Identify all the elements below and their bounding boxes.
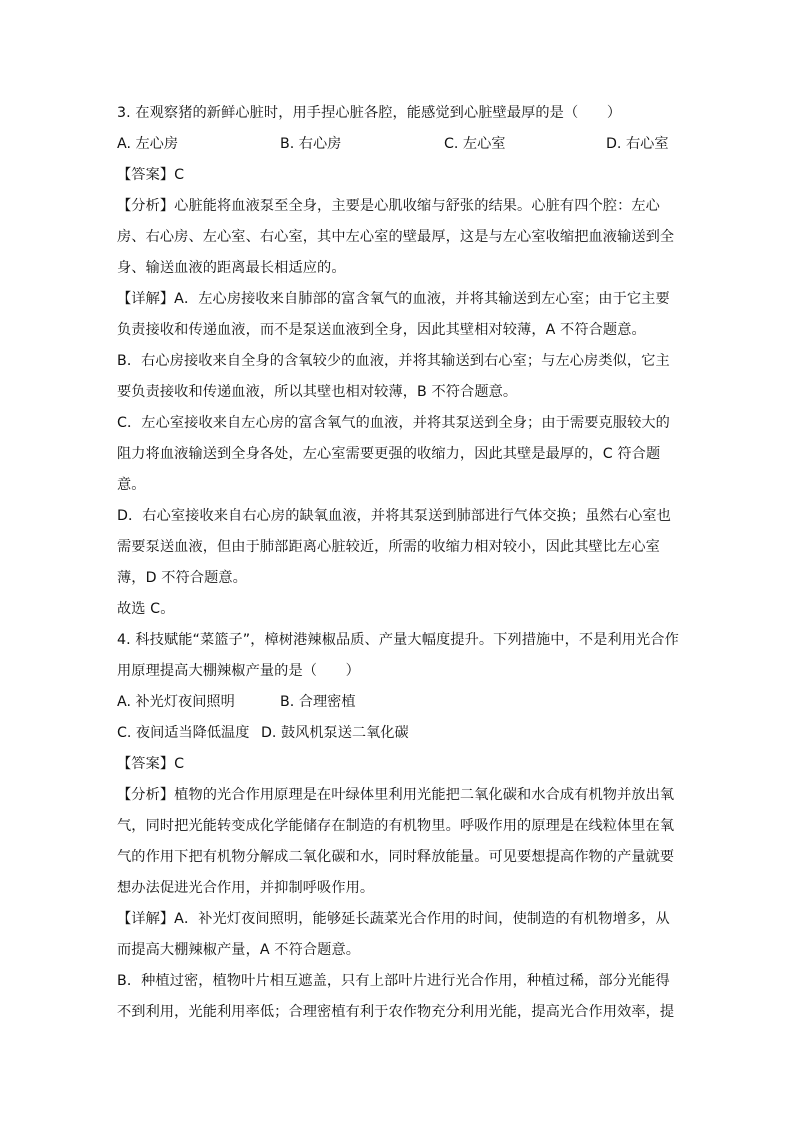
q4-analysis-line: 想办法促进光合作用，并抑制呼吸作用。 xyxy=(117,880,375,896)
q4-option-d: D. 鼓风机泵送二氧化碳 xyxy=(261,725,409,741)
q3-option-b: B. 右心房 xyxy=(280,136,342,152)
q4-option-b: B. 合理密植 xyxy=(280,694,356,710)
q3-option-c: C. 左心室 xyxy=(444,136,506,152)
q3-analysis-line: 身、输送血液的距离最长相适应的。 xyxy=(117,260,346,276)
q3-detail-line: 负责接收和传递血液，而不是泵送血液到全身，因此其壁相对较薄，A 不符合题意。 xyxy=(117,322,646,338)
document-page xyxy=(117,98,677,1028)
q3-conclusion: 故选 C。 xyxy=(117,601,175,617)
question-4-options-row-2 xyxy=(117,718,677,749)
q3-detail-line: 阻力将血液输送到全身各处，左心室需要更强的收缩力，因此其壁是最厚的，C 符合题 xyxy=(117,446,661,462)
question-4-options-row-1 xyxy=(117,687,677,718)
q4-detail-line: 而提高大棚辣椒产量，A 不符合题意。 xyxy=(117,942,361,958)
q4-detail-line: 不到利用，光能利用率低；合理密植有利于农作物充分利用光能，提高光合作用效率，提 xyxy=(117,1004,675,1020)
q4-analysis-line: 气，同时把光能转变成化学能储存在制造的有机物里。呼吸作用的原理是在线粒体里在氧 xyxy=(117,818,675,834)
q3-detail-line: C．左心室接收来自左心房的富含氧气的血液，并将其泵送到全身；由于需要克服较大的 xyxy=(117,415,670,431)
q4-answer: 【答案】C xyxy=(117,756,185,772)
question-3-stem: 3. 在观察猪的新鲜心脏时，用手捏心脏各腔，能感觉到心脏壁最厚的是（ ） xyxy=(117,105,622,121)
q4-analysis-line: 气的作用下把有机物分解成二氧化碳和水，同时释放能量。可见要想提高作物的产量就要 xyxy=(117,849,675,865)
q4-detail-line: 【详解】A．补光灯夜间照明，能够延长蔬菜光合作用的时间，使制造的有机物增多，从 xyxy=(117,911,670,927)
q3-analysis-line: 【分析】心脏能将血液泵至全身，主要是心肌收缩与舒张的结果。心脏有四个腔：左心 xyxy=(117,198,660,214)
question-3-options xyxy=(117,129,677,160)
question-4-stem: 用原理提高大棚辣椒产量的是（ ） xyxy=(117,663,360,679)
question-4-stem: 4. 科技赋能“菜篮子”，樟树港辣椒品质、产量大幅度提升。下列措施中，不是利用光合作 xyxy=(117,632,679,648)
q3-detail-line: B．右心房接收来自全身的含氧较少的血液，并将其输送到右心室；与左心房类似，它主 xyxy=(117,353,670,369)
q3-detail-line: 薄，D 不符合题意。 xyxy=(117,570,247,586)
q3-detail-line: 【详解】A．左心房接收来自肺部的富含氧气的血液，并将其输送到左心室；由于它主要 xyxy=(117,291,670,307)
q3-detail-line: 需要泵送血液，但由于肺部距离心脏较近，所需的收缩力相对较小，因此其壁比左心室 xyxy=(117,539,660,555)
q3-detail-line: 要负责接收和传递血液，所以其壁也相对较薄，B 不符合题意。 xyxy=(117,384,518,400)
q4-option-a: A. 补光灯夜间照明 xyxy=(117,694,235,710)
q3-option-d: D. 右心室 xyxy=(606,136,669,152)
q4-detail-line: B．种植过密，植物叶片相互遮盖，只有上部叶片进行光合作用，种植过稀，部分光能得 xyxy=(117,973,670,989)
q3-option-a: A. 左心房 xyxy=(117,136,179,152)
q3-answer: 【答案】C xyxy=(117,167,185,183)
q4-option-c: C. 夜间适当降低温度 xyxy=(117,725,250,741)
q3-analysis-line: 房、右心房、左心室、右心室，其中左心室的壁最厚，这是与左心室收缩把血液输送到全 xyxy=(117,229,675,245)
q3-detail-line: D．右心室接收来自右心房的缺氧血液，并将其泵送到肺部进行气体交换；虽然右心室也 xyxy=(117,508,671,524)
q4-analysis-line: 【分析】植物的光合作用原理是在叶绿体里利用光能把二氧化碳和水合成有机物并放出氧 xyxy=(117,787,675,803)
q3-detail-line: 意。 xyxy=(117,477,146,493)
